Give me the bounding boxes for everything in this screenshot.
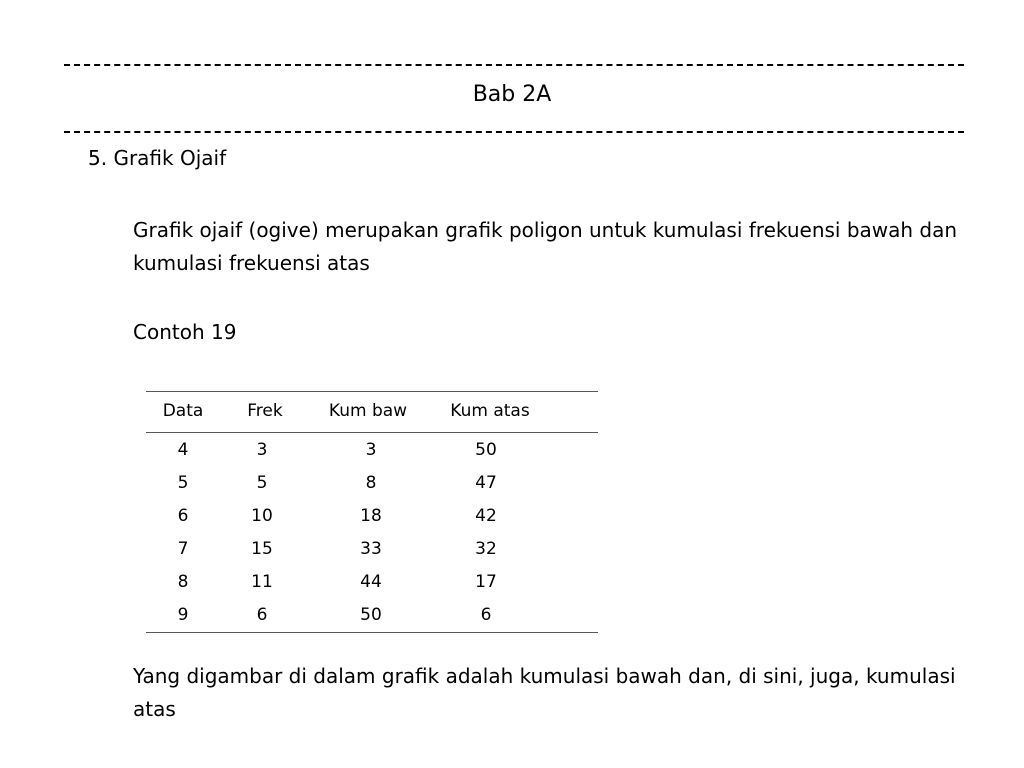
cell-data: 4 — [177, 440, 189, 460]
header-kum-atas: Kum atas — [450, 401, 530, 421]
cell-kum-atas: 42 — [475, 506, 497, 526]
cell-data: 8 — [177, 572, 189, 592]
cell-kum-baw: 18 — [360, 506, 382, 526]
cell-kum-atas: 6 — [480, 605, 492, 625]
frequency-table — [146, 391, 598, 633]
cell-kum-baw: 8 — [365, 473, 377, 493]
example-label: Contoh 19 — [133, 320, 237, 344]
cell-frek: 15 — [251, 539, 273, 559]
bottom-dashed-divider — [64, 131, 964, 133]
cell-kum-atas: 50 — [475, 440, 497, 460]
cell-frek: 11 — [251, 572, 273, 592]
table-row — [146, 566, 598, 599]
intro-paragraph: Grafik ojaif (ogive) merupakan grafik poligon untuk kumulasi frekuensi bawah dan kumulasi frekuensi atas — [133, 218, 958, 275]
table-row — [146, 434, 598, 467]
cell-kum-baw: 3 — [365, 440, 377, 460]
header-data: Data — [162, 401, 204, 421]
cell-frek: 5 — [256, 473, 268, 493]
cell-frek: 6 — [256, 605, 268, 625]
cell-data: 6 — [177, 506, 189, 526]
cell-kum-atas: 32 — [475, 539, 497, 559]
table-header-row — [146, 392, 598, 433]
cell-data: 9 — [177, 605, 189, 625]
page-title: Bab 2A — [472, 82, 552, 107]
cell-frek: 10 — [251, 506, 273, 526]
table-row — [146, 533, 598, 566]
header-kum-baw: Kum baw — [328, 401, 408, 421]
table-body — [146, 434, 598, 632]
cell-frek: 3 — [256, 440, 268, 460]
cell-kum-baw: 44 — [360, 572, 382, 592]
table-row — [146, 500, 598, 533]
section-heading: 5. Grafik Ojaif — [88, 146, 227, 170]
header-frek: Frek — [247, 401, 283, 421]
cell-kum-baw: 33 — [360, 539, 382, 559]
cell-data: 7 — [177, 539, 189, 559]
cell-data: 5 — [177, 473, 189, 493]
cell-kum-atas: 17 — [475, 572, 497, 592]
closing-paragraph: Yang digambar di dalam grafik adalah kumulasi bawah dan, di sini, juga, kumulasi atas — [133, 664, 956, 721]
cell-kum-atas: 47 — [475, 473, 497, 493]
top-dashed-divider — [64, 64, 964, 66]
table-row — [146, 467, 598, 500]
table-row — [146, 599, 598, 632]
cell-kum-baw: 50 — [360, 605, 382, 625]
